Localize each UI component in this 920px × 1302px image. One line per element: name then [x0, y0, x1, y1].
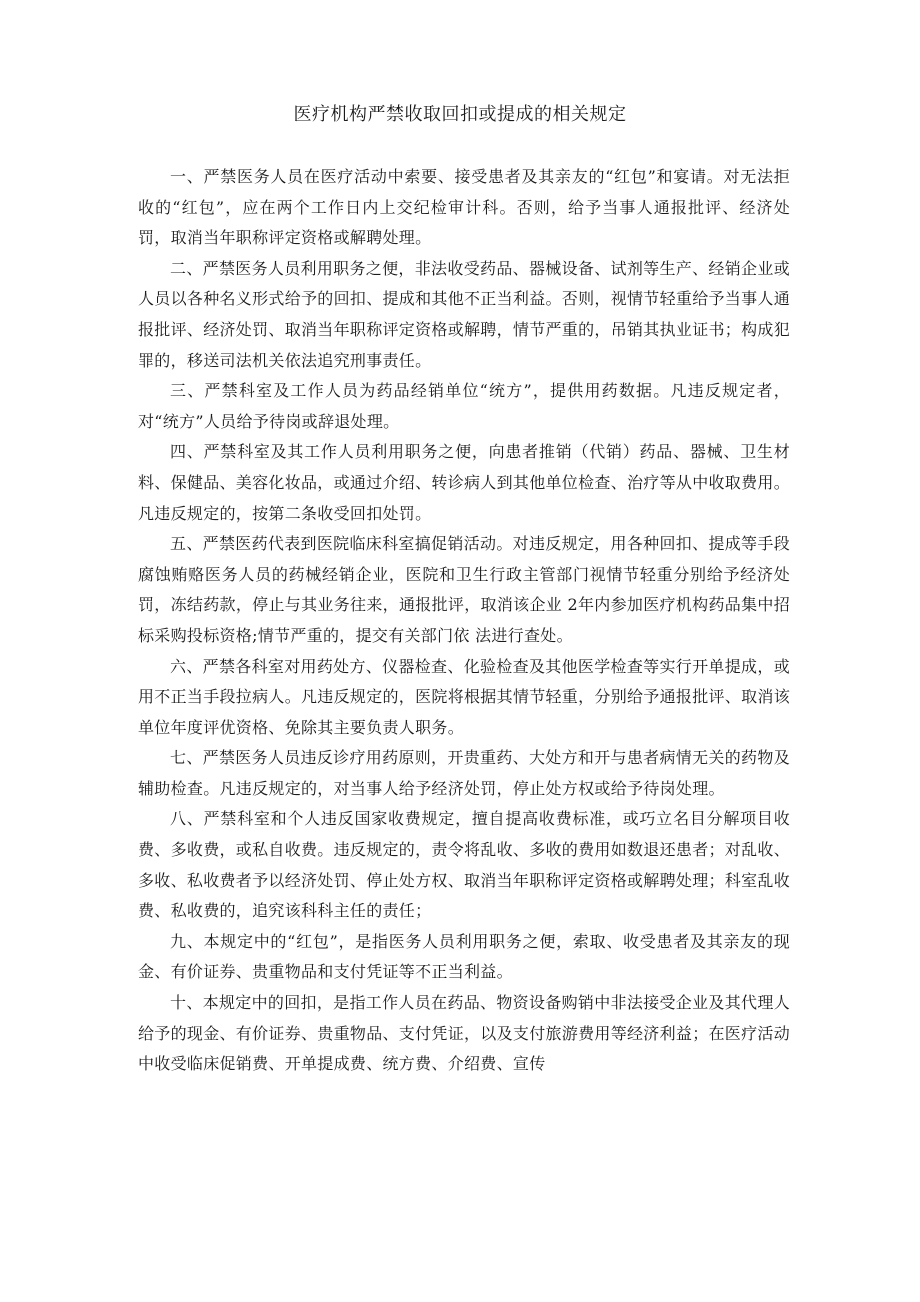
- clause-4: 四、严禁科室及其工作人员利用职务之便，向患者推销（代销）药品、器械、卫生材料、保健品、美容化妆品，或通过介绍、转诊病人到其他单位检查、治疗等从中收取费用。凡违反规定的，按第二条收受回扣处罚。: [138, 442, 791, 523]
- clause-1: 一、严禁医务人员在医疗活动中索要、接受患者及其亲友的“红包”和宴请。对无法拒收的“红包”，应在两个工作日内上交纪检审计科。否则，给予当事人通报批评、经济处罚，取消当年职称评定资格或解聘处理。: [138, 167, 790, 248]
- document-body: [138, 162, 790, 1080]
- clause-5: 五、严禁医药代表到医院临床科室搞促销活动。对违反规定，用各种回扣、提成等手段腐蚀贿赂医务人员的药械经销企业，医院和卫生行政主管部门视情节轻重分别给予经济处罚，冻结药款，停止与其业务往来，通报批评，取消该企业 2年内参加医疗机构药品集中招标采购投标资格;情节严重的，提交有关部门依 法进行查处。: [138, 534, 790, 645]
- clause-2: 二、严禁医务人员利用职务之便，非法收受药品、器械设备、试剂等生产、经销企业或人员以各种名义形式给予的回扣、提成和其他不正当利益。否则，视情节轻重给予当事人通报批评、经济处罚、取消当年职称评定资格或解聘，情节严重的，吊销其执业证书；构成犯罪的，移送司法机关依法追究刑事责任。: [138, 258, 791, 370]
- document-title: 医疗机构严禁收取回扣或提成的相关规定: [293, 104, 627, 125]
- clause-6: 六、严禁各科室对用药处方、仪器检查、化验检查及其他医学检查等实行开单提成，或用不正当手段拉病人。凡违反规定的，医院将根据其情节轻重，分别给予通报批评、取消该单位年度评优资格、免除其主要负责人职务。: [138, 656, 791, 737]
- clause-8: 八、严禁科室和个人违反国家收费规定，擅自提高收费标准，或巧立名目分解项目收费、多收费，或私自收费。违反规定的，责令将乱收、多收的费用如数退还患者；对乱收、多收、私收费者予以经济处罚、停止处方权、取消当年职称评定资格或解聘处理；科室乱收费、私收费的，追究该科科主任的责任；: [138, 809, 791, 921]
- clause-10: 十、本规定中的回扣，是指工作人员在药品、物资设备购销中非法接受企业及其代理人给予的现金、有价证券、贵重物品、支付凭证，以及支付旅游费用等经济利益；在医疗活动中收受临床促销费、开单提成费、统方费、介绍费、宣传: [138, 993, 791, 1074]
- clause-9: 九、本规定中的“红包”，是指医务人员利用职务之便，索取、收受患者及其亲友的现金、有价证券、贵重物品和支付凭证等不正当利益。: [138, 931, 790, 982]
- clause-3: 三、严禁科室及工作人员为药品经销单位“统方”，提供用药数据。凡违反规定者，对“统方”人员给予待岗或辞退处理。: [138, 381, 790, 431]
- clause-7: 七、严禁医务人员违反诊疗用药原则，开贵重药、大处方和开与患者病情无关的药物及辅助检查。凡违反规定的，对当事人给予经济处罚，停止处方权或给予待岗处理。: [138, 748, 790, 798]
